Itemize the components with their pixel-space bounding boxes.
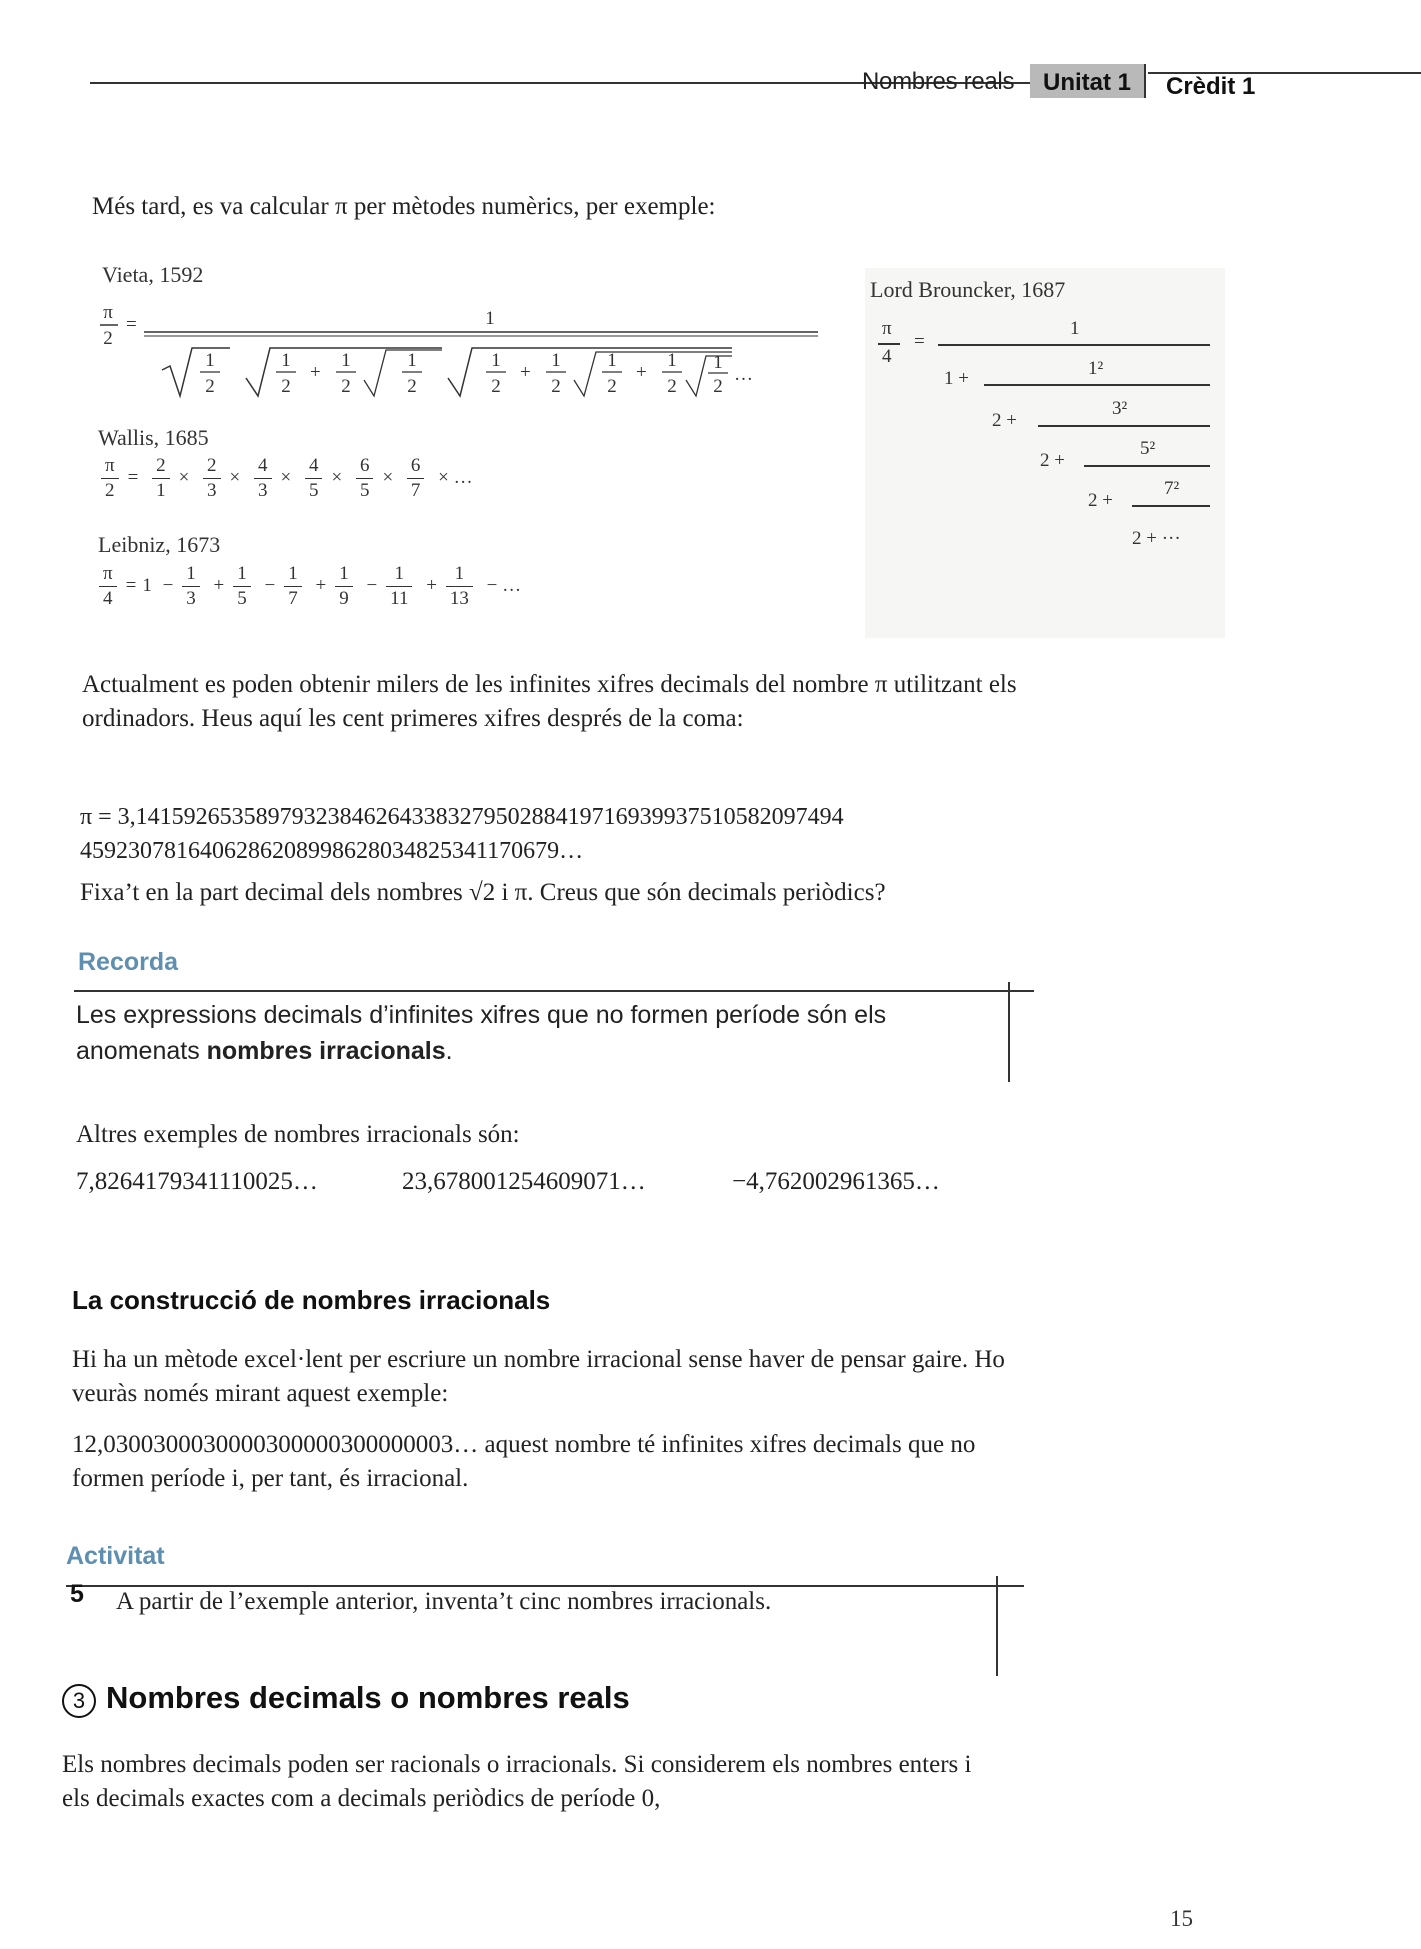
section-heading: Nombres decimals o nombres reals [106, 1680, 630, 1715]
svg-text:1: 1 [551, 350, 561, 371]
wallis-factor: $\frac{4}{5}$ [305, 455, 323, 502]
section-number-badge: 3 [62, 1684, 96, 1718]
vieta-formula [100, 300, 820, 420]
wallis-tail: × … [438, 466, 473, 488]
activity-text: A partir de l’exemple anterior, inventa’t cinc nombres irracionals. [116, 1588, 772, 1615]
activitat-vertical-rule [996, 1576, 998, 1676]
svg-text:2: 2 [281, 376, 291, 397]
header-section-title: Nombres reals [862, 68, 1015, 95]
wallis-factor: $\frac{6}{5}$ [356, 455, 374, 502]
svg-text:+: + [310, 362, 321, 383]
brouncker-label: Lord Brouncker, 1687 [870, 277, 1066, 302]
svg-text:1: 1 [713, 352, 723, 373]
recorda-rule [74, 990, 1034, 992]
question-text: Fixa’t en la part decimal dels nombres √2 i π. Creus que són decimals periòdics? [80, 879, 886, 906]
header-credit-label: Crèdit 1 [1166, 73, 1256, 100]
vieta-lhs-num: π [103, 302, 113, 323]
wallis-formula: $\frac{\pi}{2}$ = $\frac{2}{1}$ × $\frac{2}{3}$ × $\frac{4}{3}$ × $\frac{4}{5}$ × $\frac{6}{5}$ × $\frac{6}{7}$ × … [98, 455, 479, 502]
wallis-factor: $\frac{2}{1}$ [152, 455, 170, 502]
irrational-example: −4,762002961365… [732, 1168, 940, 1195]
section-paragraph: Els nombres decimals poden ser racionals o irracionals. Si considerem els nombres enters i els decimals exactes com a decimals periòdics de període 0, [62, 1751, 972, 1812]
recorda-text: Les expressions decimals d’infinites xifres que no formen període són els anomenats nombres irracionals. [76, 1001, 887, 1065]
leibniz-label: Leibniz, 1673 [98, 532, 221, 557]
page-number: 15 [1170, 1906, 1193, 1931]
svg-text:+: + [520, 362, 531, 383]
leibniz-lhs: $\frac{\pi}{4}$ [99, 563, 117, 610]
header-unit-label: Unitat 1 [1043, 69, 1132, 96]
wallis-factor: $\frac{2}{3}$ [203, 455, 221, 502]
svg-text:+: + [636, 362, 647, 383]
leibniz-term: $\frac{1}{13}$ [446, 563, 473, 610]
wallis-lhs: $\frac{\pi}{2}$ [101, 455, 119, 502]
pi-digits-paragraph: Actualment es poden obtenir milers de les infinites xifres decimals del nombre π utilitzant els ordinadors. Heus aquí les cent primeres xifres després de la coma: [82, 671, 1017, 732]
vieta-numerator: 1 [485, 308, 495, 329]
leibniz-term: $\frac{1}{7}$ [284, 563, 302, 610]
wallis-label: Wallis, 1685 [98, 425, 209, 450]
recorda-title: Recorda [78, 948, 179, 976]
vieta-label: Vieta, 1592 [102, 262, 204, 287]
svg-text:2: 2 [607, 376, 617, 397]
svg-text:1: 1 [607, 350, 617, 371]
brouncker-lhs-num: π [882, 318, 892, 339]
activitat-rule [66, 1585, 1024, 1587]
leibniz-term: $\frac{1}{11}$ [386, 563, 412, 610]
svg-text:2: 2 [407, 376, 417, 397]
vieta-ellipsis: … [734, 364, 753, 385]
activitat-title: Activitat [66, 1542, 165, 1570]
svg-text:2: 2 [341, 376, 351, 397]
svg-text:2: 2 [551, 376, 561, 397]
irrational-example: 23,678001254609071… [402, 1168, 646, 1195]
activity-number: 5 [70, 1580, 84, 1608]
svg-text:1: 1 [341, 350, 351, 371]
leibniz-formula: $\frac{\pi}{4}$ = 1 − $\frac{1}{3}$ + $\frac{1}{5}$ − $\frac{1}{7}$ + $\frac{1}{9}$ − $\frac{1}{11}$ + $\frac{1}{13}$ − … [96, 563, 527, 610]
irrational-example: 7,8264179341110025… [76, 1168, 318, 1195]
construct-heading: La construcció de nombres irracionals [72, 1285, 551, 1315]
pi-digits: π = 3,14159265358979323846264338327950288419716939937510582097494 4592307816406286208998628034825341170679… [80, 804, 844, 864]
svg-text:2: 2 [667, 376, 677, 397]
leibniz-term: $\frac{1}{5}$ [233, 563, 251, 610]
recorda-bold-term: nombres irracionals [206, 1037, 446, 1065]
svg-text:1: 1 [281, 350, 291, 371]
examples-intro: Altres exemples de nombres irracionals són: [76, 1121, 520, 1148]
svg-text:1: 1 [205, 350, 215, 371]
brouncker-formula: π 4 = 1 1 + 1² 2 + 3² 2 + 5² 2 + 7² 2 + ··· [860, 312, 1220, 552]
svg-text:=: = [126, 314, 137, 335]
svg-text:2: 2 [491, 376, 501, 397]
vieta-lhs-den: 2 [103, 328, 113, 349]
leibniz-term: $\frac{1}{3}$ [182, 563, 200, 610]
intro-text: Més tard, es va calcular π per mètodes numèrics, per exemple: [92, 193, 716, 220]
wallis-factor: $\frac{6}{7}$ [407, 455, 425, 502]
construct-paragraph: Hi ha un mètode excel·lent per escriure un nombre irracional sense haver de pensar gaire. Ho veuràs només mirant aquest exemple: [72, 1346, 1005, 1407]
svg-text:1: 1 [491, 350, 501, 371]
svg-text:2: 2 [205, 376, 215, 397]
svg-text:1: 1 [407, 350, 417, 371]
leibniz-tail: − … [486, 574, 522, 596]
leibniz-term: $\frac{1}{9}$ [335, 563, 353, 610]
wallis-factor: $\frac{4}{3}$ [254, 455, 272, 502]
svg-text:2: 2 [713, 376, 723, 397]
svg-text:1: 1 [667, 350, 677, 371]
brouncker-lhs-den: 4 [882, 346, 892, 367]
construct-example: 12,0300300030000300000300000003… aquest nombre té infinites xifres decimals que no formen període i, per tant, és irracional. [72, 1431, 976, 1492]
